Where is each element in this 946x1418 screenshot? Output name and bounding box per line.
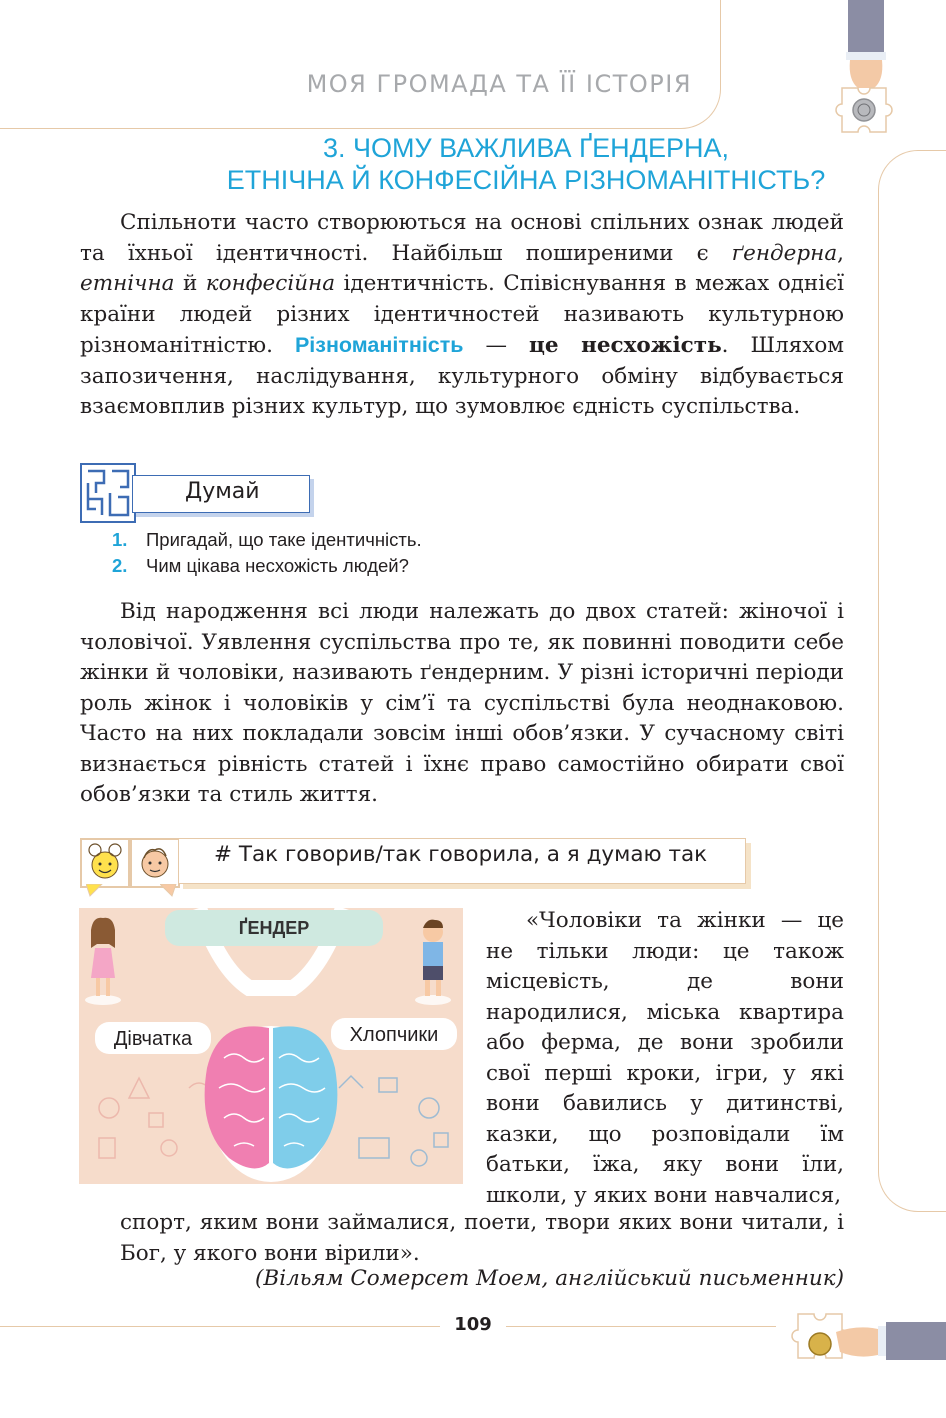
page-frame-right — [878, 150, 946, 1212]
term-gender: ґендерна — [731, 240, 838, 266]
illustration-title: ҐЕНДЕР — [238, 918, 310, 938]
quote-text-part-1: «Чоловіки та жінки — це не тільки люди: це також місцевість, де вони народилися, міська квартира або ферма, де вони зробили свої перші кроки, ігри, у які вони бавились у дитинстві, казки, що розповідали їм батьки, їжа, яку вони їли, школи, у яких вони навчалися, — [486, 908, 844, 1208]
term-ethnic: етнічна — [80, 271, 175, 296]
intro-paragraph — [80, 208, 844, 423]
question-number: 2. — [112, 555, 128, 576]
girl-avatar-pointer — [86, 884, 104, 898]
question-list — [112, 527, 422, 579]
think-label: Думай — [185, 479, 260, 504]
quote-text-part-2: спорт, яким вони займалися, поети, твори яких вони читали, і Бог, у якого вони вірили». — [120, 1210, 844, 1266]
illustration-label-girls: Дівчатка — [113, 1028, 193, 1050]
para1-dash: — — [463, 333, 529, 358]
para1-text-6: . Шляхом запозичення, наслідування, культурного обміну відбувається взаємовплив різних культур, що зумовлює єдність суспільства. — [80, 333, 844, 419]
quote-section-label: # Так говорив/так говорила, а я думаю так — [214, 842, 708, 867]
maze-icon — [80, 463, 136, 523]
hand-puzzle-bottom-icon — [790, 1306, 946, 1378]
para1-text-4: ідентичність. Співіснування в межах однієї країни людей різних ідентичностей називають культурною різноманітністю. — [80, 271, 845, 358]
girl-avatar-icon — [80, 838, 130, 888]
key-term-definition: це несхожість — [528, 333, 722, 358]
para1-text-3: й — [174, 271, 206, 296]
boy-avatar-pointer — [160, 884, 178, 898]
page-number: 109 — [454, 1314, 492, 1335]
question-text: Чим цікава несхожість людей? — [146, 555, 409, 576]
hand-puzzle-top-icon — [828, 0, 900, 148]
question-text: Пригадай, що таке ідентичність. — [146, 529, 422, 550]
illustration-label-boys: Хлопчики — [349, 1024, 439, 1046]
para1-text-2: , — [837, 240, 844, 266]
quote-author-name: Вільям Сомерсет Моем, англійський письменник — [263, 1266, 836, 1291]
key-term-diversity: Різноманітність — [294, 333, 464, 357]
gender-paragraph: Від народження всі люди належать до двох статей: жіночої і чоловічої. Уявлення суспільства про те, як повинні поводити себе жінки й чоловіки, називають ґендерним. У різні історичні періоди роль жінок і чоловіків у сім’ї та суспільстві була неоднаковою. Часто на них покладали зовсім інші обов’язки. У сучасному світі визнається рівність статей і їхнє право самостійно обирати свої обов’язки та стиль життя. — [80, 599, 844, 807]
question-number: 1. — [112, 529, 128, 550]
para1-text-1: Спільноти часто створюються на основі спільних ознак людей та їхньої ідентичності. Найбільш поширеними є — [80, 210, 844, 266]
section-title — [120, 132, 932, 196]
boy-avatar-icon — [130, 838, 180, 888]
term-confessional: конфесійна — [205, 271, 336, 296]
question-item — [112, 553, 422, 579]
running-header: МОЯ ГРОМАДА ТА ЇЇ ІСТОРІЯ — [306, 70, 692, 98]
gender-illustration — [79, 908, 463, 1184]
question-item — [112, 527, 422, 553]
page-frame-top — [0, 0, 721, 129]
section-title-line-2: ЕТНІЧНА Й КОНФЕСІЙНА РІЗНОМАНІТНІСТЬ? — [226, 165, 826, 195]
quote-author: (Вільям Сомерсет Моем, англійський письменник) — [255, 1266, 844, 1291]
section-title-line-1: 3. ЧОМУ ВАЖЛИВА ҐЕНДЕРНА, — [323, 133, 729, 163]
